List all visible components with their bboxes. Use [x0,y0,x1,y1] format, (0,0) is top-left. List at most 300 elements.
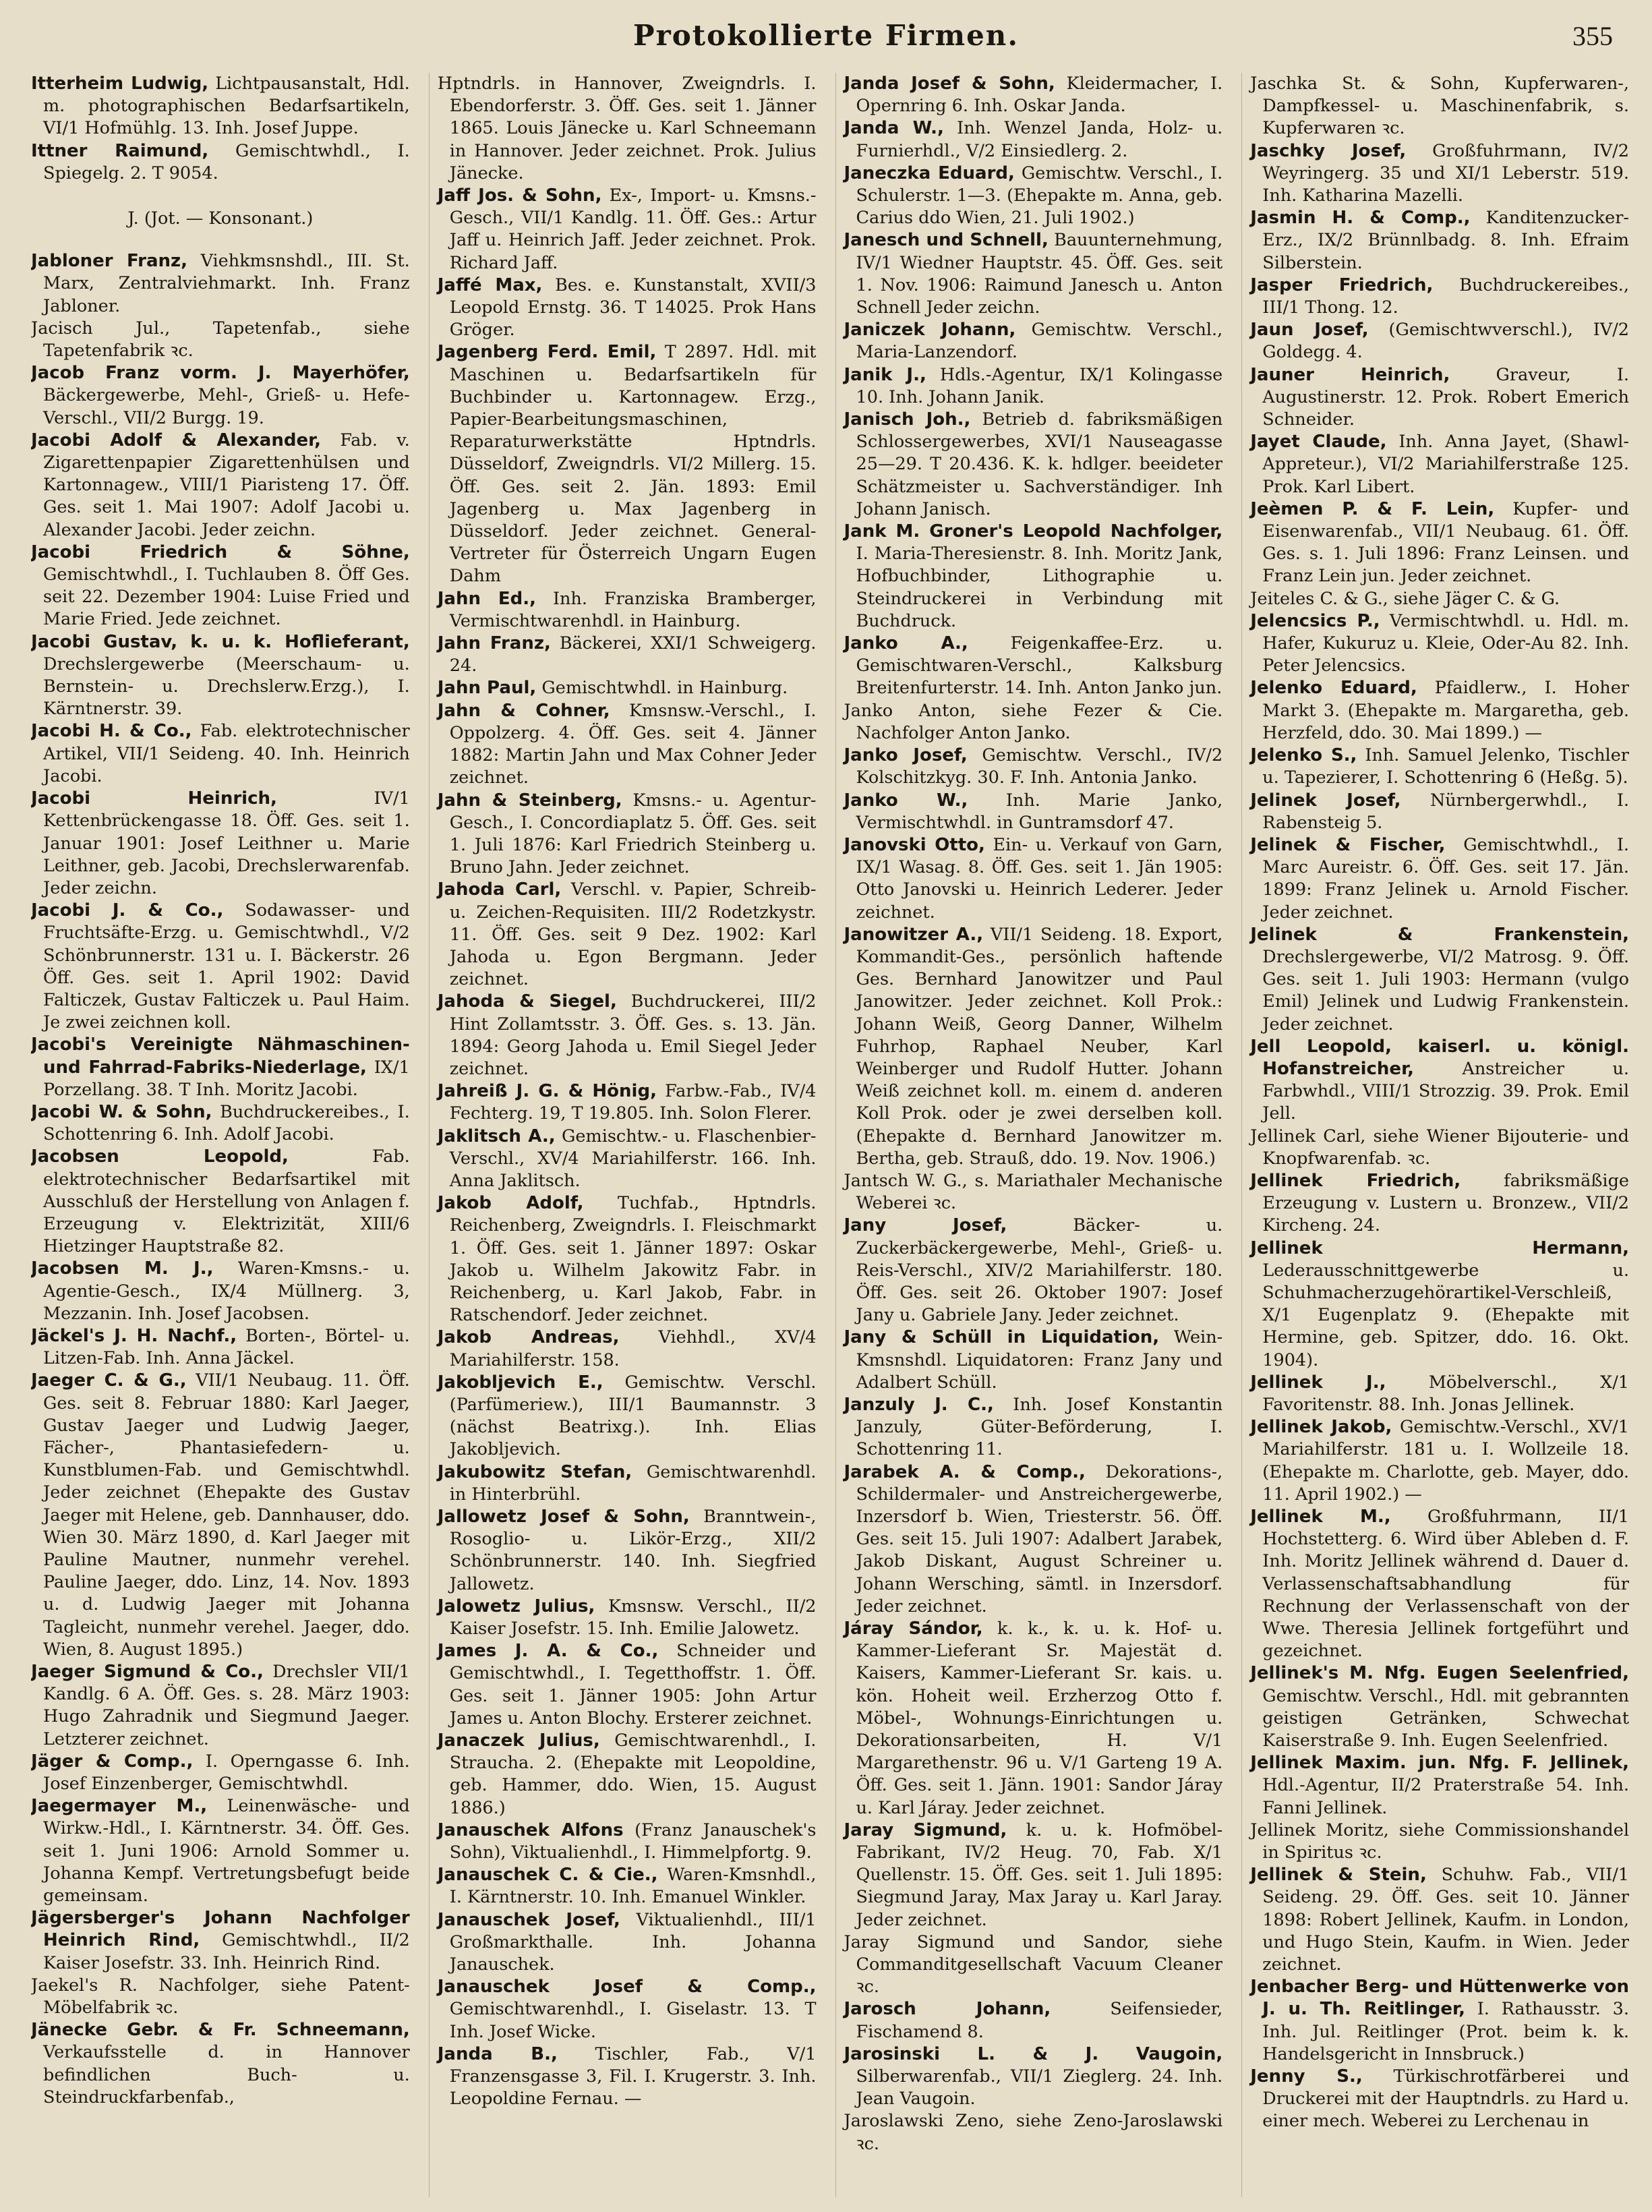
entry-text: Gemischtwhdl., I. Tuchlauben 8. Öff Ges. seit 22. Dezember 1904: Luise Fried und Marie Fried. Jede zeichnet. [43,564,410,630]
firm-name: Jenny S., [1250,2066,1363,2087]
firm-name: Janaczek Julius, [437,1730,600,1751]
directory-entry [31,1795,410,1907]
directory-entry [1250,1036,1629,1126]
directory-entry [438,1820,817,1864]
firm-name: Janeczka Eduard, [844,163,1015,183]
directory-entry [1250,588,1629,610]
entry-text: Kleidermacher, I. Opernring 6. Inh. Oskar Janda. [856,74,1223,117]
entry-text: Jaekel's R. Nachfolger, siehe Patent-Möbelfabrik ꝛc. [31,1975,410,2018]
entry-text: Ein- u. Verkauf von Garn, IX/1 Wasag. 8. Öff. Ges. seit 1. Jän 1905: Otto Janovski u. Heinrich Lederer. Jeder zeichnet. [856,834,1223,923]
entry-text: Hdls.-Agentur, IX/1 Kolingasse 10. Inh. Johann Janik. [856,364,1223,407]
firm-name: Jelenko Eduard, [1250,678,1417,699]
directory-entry [31,1751,410,1795]
page-title: Protokollierte Firmen. [633,19,1019,52]
directory-entry [438,274,817,342]
directory-entry [844,1820,1223,1931]
directory-entry [1250,610,1629,678]
entry-text: Kupfer- und Eisenwarenfab., VII/1 Neubaug. 61. Öff. Ges. s. 1. Juli 1896: Franz Leinsen. und Franz Lein jun. Jeder zeichnet. [1262,498,1629,587]
directory-entry [31,1975,410,2019]
firm-name: Jelenko S., [1250,745,1357,766]
firm-name: Jellinek Friedrich, [1250,1170,1461,1191]
entry-text: Branntwein-, Rosoglio- u. Likör-Erzg., XII/2 Schönbrunnerstr. 140. Inh. Siegfried Jallowetz. [449,1507,817,1594]
directory-entry [438,73,817,185]
entry-text: Viktualienhdl., III/1 Großmarkthalle. Inh. Johanna Janauschek. [449,1909,817,1975]
firm-name: Janauschek Josef & Comp., [437,1977,817,1998]
directory-entry [438,879,817,991]
directory-entry [844,1327,1223,1394]
firm-name: Jagenberg Ferd. Emil, [437,342,657,363]
directory-entry [438,2043,817,2111]
firm-name: Janowitzer A., [844,924,984,945]
directory-entry [844,1394,1223,1461]
firm-name: Jänecke Gebr. & Fr. Schneemann, [31,2020,410,2041]
column-3 [835,73,1223,2197]
directory-entry [844,745,1223,789]
firm-name: Jaeger Sigmund & Co., [31,1662,264,1683]
firm-name: Janko Josef, [844,745,968,766]
firm-name: Jelinek & Fischer, [1250,834,1446,855]
firm-name: Jägersberger's Johann Nachfolger Heinrich Rind, [31,1908,410,1951]
entry-text: Jaschka St. & Sohn, Kupferwaren-, Dampfkessel- u. Maschinenfabrik, s. Kupferwaren ꝛc. [1250,74,1629,139]
firm-name: Jellinek Hermann, [1250,1238,1629,1258]
directory-entry [1250,1864,1629,1976]
firm-name: Jahoda Carl, [437,879,562,900]
page-header [0,19,1652,66]
directory-entry [1250,745,1629,789]
firm-name: Janzuly J. C., [844,1394,994,1415]
directory-entry [844,1170,1223,1215]
entry-text: Drechsler VII/1 Kandlg. 6 A. Öff. Ges. s. 28. März 1903: Hugo Zahradnik und Siegmund Jaeger. Letzterer zeichnet. [43,1662,410,1749]
firm-name: Jäckel's J. H. Nachf., [31,1325,237,1346]
entry-text: Tischler, Fab., V/1 Franzensgasse 3, Fil. I. Krugerstr. 3. Inh. Leopoldine Fernau. — [449,2043,817,2109]
entry-text: Betrieb d. fabriksmäßigen Schlossergewerbes, XVI/1 Nauseagasse 25—29. T 20.436. K. k. hdlger. beeideter Schätzmeister u. Sachverständiger. Inh Johann Janisch. [856,409,1223,519]
directory-entry [844,790,1223,834]
column-4 [1241,73,1629,2197]
entry-text: I. Rathausstr. 3. Inh. Jul. Reitlinger (Prot. beim k. k. Handelsgericht in Innsbruck.) [1262,1999,1629,2064]
entry-text: Gemischtwarenhdl., I. Giselastr. 13. T Inh. Josef Wicke. [449,1999,817,2042]
directory-entry [1250,1976,1629,2066]
directory-entry [1250,1126,1629,1170]
directory-entry [1250,364,1629,432]
directory-entry [438,633,817,677]
entry-text: Dekorations-, Schildermaler- und Anstreichergewerbe, Inzersdorf b. Wien, Triesterstr. 56. Öff. Ges. seit 15. Juli 1907: Adalbert Jarabek, Jakob Diskant, August Schreiner u. Johann Wersching, sämtl. in Inzersdorf. Jeder zeichnet. [856,1461,1223,1617]
directory-entry [31,1907,410,1975]
directory-entry [844,924,1223,1170]
firm-name: Jellinek M., [1250,1507,1391,1527]
firm-name: Janauschek Alfons [437,1820,624,1840]
entry-text: Kmsnsw.-Verschl., I. Oppolzerg. 4. Öff. Ges. seit 4. Jänner 1882: Martin Jahn und Max Cohner Jeder zeichnet. [449,700,817,788]
entry-text: Kmsnsw. Verschl., II/2 Kaiser Josefstr. 15. Inh. Emilie Jalowetz. [449,1596,817,1639]
directory-entry [438,341,817,587]
entry-text: Gemischtwhdl., I. Marc Aureistr. 6. Öff. Ges. seit 17. Jän. 1899: Franz Jelinek u. Arnold Fischer. Jeder zeichnet. [1262,834,1629,923]
firm-name: Jallowetz Josef & Sohn, [437,1507,690,1527]
directory-entry [438,1506,817,1596]
directory-entry [438,1909,817,1977]
firm-name: Jacobsen Leopold, [31,1146,289,1167]
entry-text: Buchdruckereibes., III/1 Thong. 12. [1262,274,1629,318]
directory-entry [438,1461,817,1506]
firm-name: Jell Leopold, kaiserl. u. königl. Hofanstreicher, [1250,1036,1629,1079]
entry-text: Tuchfab., Hptndrls. Reichenberg, Zweigndrls. I. Fleischmarkt 1. Öff. Ges. seit 1. Jänner 1897: Oskar Jakob u. Wilhelm Jakowitz Fabr. in Reichenberg, u. Karl Jakob, Fabr. in Ratschendorf. Jeder zeichnet. [449,1193,817,1326]
firm-name: Janda B., [437,2043,558,2064]
entry-text: Inh. Josef Konstantin Janzuly, Güter-Beförderung, I. Schottenring 11. [856,1394,1223,1460]
firm-name: Jaun Josef, [1250,320,1369,341]
entry-text: Bäckergewerbe, Mehl-, Grieß- u. Hefe-Verschl., VII/2 Burgg. 19. [43,385,410,428]
entry-text: Seifensieder, Fischamend 8. [856,1999,1223,2042]
entry-text: J. (Jot. — Konsonant.) [127,208,314,229]
column-2 [429,73,817,2197]
directory-entry [844,1618,1223,1820]
firm-name: Jellinek J., [1250,1372,1386,1393]
entry-text: Gemischtwhdl., I. Spiegelg. 2. T 9054. [43,140,410,183]
directory-entry [1250,274,1629,319]
entry-text: Viehhdl., XV/4 Mariahilferstr. 158. [449,1327,817,1370]
entry-text: Kmsns.- u. Agentur-Gesch., I. Concordiaplatz 5. Öff. Ges. seit 1. Juli 1876: Karl Friedrich Steinberg u. Bruno Jahn. Jeder zeichnet. [449,790,817,878]
firm-name: Jaff Jos. & Sohn, [437,185,602,206]
firm-name: Jank M. Groner's Leopold Nachfolger, [844,521,1223,542]
firm-name: Jakob Andreas, [437,1327,620,1348]
firm-name: Jacob Franz vorm. J. Mayerhöfer, [31,363,410,384]
firm-name: Jarosinski L. & J. Vaugoin, [844,2043,1223,2064]
directory-entry [1250,140,1629,208]
entry-text: Janko Anton, siehe Fezer & Cie. Nachfolger Anton Janko. [844,700,1223,743]
entry-text: Sodawasser- und Fruchtsäfte-Erzg. u. Gemischtwhdl., V/2 Schönbrunnerstr. 131 u. I. Bäckerstr. 26 Öff. Ges. seit 1. April 1902: David Falticzek, Gustav Falticzek u. Paul Haim. Je zwei zeichnen koll. [43,900,410,1033]
section-heading [31,208,410,230]
entry-text: Lederausschnittgewerbe u. Schuhmacherzugehörartikel-Verschleiß, X/1 Eugenplatz 9. (Ehepakte mit Hermine, geb. Spitzer, ddo. 16. Okt. 1904). [1262,1260,1629,1370]
entry-text: Drechslergewerbe (Meerschaum- u. Bernstein- u. Drechslerw.Erzg.), I. Kärntnerstr. 39. [43,653,410,720]
entry-text: Gemischtwarenhdl., I. Straucha. 2. (Ehepakte mit Leopoldine, geb. Hammer, ddo. Wien, 15. August 1886.) [449,1730,817,1818]
entry-text: Jaroslawski Zeno, siehe Zeno-Jaroslawski ꝛc. [844,2111,1223,2154]
firm-name: Jelinek Josef, [1250,790,1401,811]
directory-entry [844,521,1223,633]
directory-entry [31,362,410,430]
entry-text: Borten-, Börtel- u. Litzen-Fab. Inh. Anna Jäckel. [43,1325,410,1369]
entry-text: Hdl.-Agentur, II/2 Praterstraße 54. Inh. Fanni Jellinek. [1262,1775,1629,1818]
entry-text: k. u. k. Hofmöbel-Fabrikant, IV/2 Heug. 70, Fab. X/1 Quellenstr. 15. Öff. Ges. seit 1. Juli 1895: Siegmund Jaray, Max Jaray u. Karl Jaray. Jeder zeichnet. [856,1820,1223,1930]
directory-entry [1250,73,1629,140]
directory-entry [438,700,817,790]
directory-entry [438,1327,817,1371]
directory-entry [438,1730,817,1820]
directory-entry [1250,1506,1629,1662]
directory-entry [844,117,1223,162]
firm-name: Jakubowitz Stefan, [437,1461,632,1482]
firm-name: Jellinek Jakob, [1250,1417,1392,1438]
directory-entry [844,409,1223,521]
firm-name: Jaray Sigmund, [844,1820,1007,1840]
directory-entry [844,163,1223,230]
entry-text: Jantsch W. G., s. Mariathaler Mechanische Weberei ꝛc. [844,1170,1223,1214]
directory-entry [31,900,410,1034]
entry-text: Gemischtw.-Verschl., XV/1 Mariahilferstr. 181 u. I. Wollzeile 18. (Ehepakte m. Charlotte, geb. Mayer, ddo. 11. April 1902.) — [1262,1417,1629,1505]
directory-entry [31,318,410,362]
entry-text: Inh. Marie Janko, Vermischtwhdl. in Guntramsdorf 47. [856,790,1223,833]
entry-text: Gemischtwhdl., II/2 Kaiser Josefstr. 33. Inh. Heinrich Rind. [43,1930,410,1973]
firm-name: Jaklitsch A., [437,1126,556,1146]
directory-entry [1250,207,1629,274]
entry-text: IV/1 Kettenbrückengasse 18. Öff. Ges. seit 1. Januar 1901: Josef Leithner u. Marie Leithner, geb. Jacobi, Drechslerwarenfab. Jeder zeichn. [43,788,410,898]
entry-text: Ex-, Import- u. Kmsns.-Gesch., VII/1 Kandlg. 11. Öff. Ges.: Artur Jaff u. Heinrich Jaff. Jeder zeichnet. Prok. Richard Jaff. [449,185,817,273]
entry-text: Lichtpausanstalt, Hdl. m. photographischen Bedarfsartikeln, VI/1 Hofmühlg. 13. Inh. Josef Juppe. [43,74,410,139]
directory-entry [31,631,410,721]
directory-entry [1250,790,1629,834]
directory-entry [438,1192,817,1327]
directory-entry [1250,677,1629,745]
firm-name: Itterheim Ludwig, [31,74,209,94]
entry-text: Vermischtwhdl. u. Hdl. m. Hafer, Kukuruz u. Kleie, Oder-Au 82. Inh. Peter Jelencsics. [1262,610,1629,676]
firm-name: Jany & Schüll in Liquidation, [844,1327,1160,1348]
entry-text: Bes. e. Kunstanstalt, XVII/3 Leopold Ernstg. 36. T 14025. Prok Hans Gröger. [449,274,817,341]
firm-name: Jacobi Adolf & Alexander, [31,430,321,450]
entry-text: Viehkmsnshdl., III. St. Marx, Zentralviehmarkt. Inh. Franz Jabloner. [43,251,410,316]
firm-name: Jäger & Comp., [31,1751,194,1772]
firm-name: Jelencsics P., [1250,610,1380,631]
directory-entry [31,720,410,788]
entry-text: Hptndrls. in Hannover, Zweigndrls. I. Ebendorferstr. 3. Öff. Ges. seit 1. Jänner 1865. Louis Jänecke u. Karl Schneemann in Hannover. Jeder zeichnet. Prok. Julius Jänecke. [437,74,817,183]
entry-text: Jaray Sigmund und Sandor, siehe Commanditgesellschaft Vacuum Cleaner ꝛc. [844,1931,1223,1998]
directory-entry [438,1976,817,2043]
firm-name: Jahreiß J. G. & Hönig, [437,1081,657,1102]
directory-entry [844,633,1223,700]
entry-text: Verkaufsstelle d. in Hannover befindlichen Buch- u. Steindruckfarbenfab., [43,2042,410,2107]
firm-name: Jacobi's Vereinigte Nähmaschinen- und Fahrrad-Fabriks-Niederlage, [31,1035,410,1078]
directory-entry [31,1325,410,1370]
firm-name: Jarabek A. & Comp., [844,1461,1086,1482]
directory-entry [844,319,1223,363]
column-1 [31,73,410,2197]
firm-name: Jellinek Maxim. jun. Nfg. F. Jellinek, [1250,1753,1629,1774]
firm-name: Jany Josef, [844,1215,1007,1236]
entry-text: Waren-Kmsns.- u. Agentie-Gesch., IX/4 Müllnerg. 3, Mezzanin. Inh. Josef Jacobsen. [43,1258,410,1324]
directory-entry [1250,498,1629,588]
firm-name: Jacobi H. & Co., [31,721,192,742]
entry-text: Bäcker- u. Zuckerbäckergewerbe, Mehl-, Grieß- u. Reis-Verschl., XIV/2 Mariahilferstr. 180. Öff. Ges. seit 26. Oktober 1907: Josef Jany u. Gabriele Jany. Jeder zeichnet. [856,1215,1223,1326]
entry-text: Anstreicher u. Farbwhdl., VIII/1 Strozzig. 39. Prok. Emil Jell. [1262,1058,1629,1124]
entry-text: Kanditenzucker-Erz., IX/2 Brünnlbadg. 8. Inh. Efraim Silberstein. [1262,208,1629,273]
directory-entry [1250,834,1629,924]
directory-entry [31,1101,410,1146]
firm-name: Jellinek's M. Nfg. Eugen Seelenfried, [1250,1663,1629,1684]
firm-name: Járay Sándor, [844,1619,983,1639]
text-columns [31,73,1629,2197]
firm-name: Jasper Friedrich, [1250,274,1434,295]
directory-entry [1250,1820,1629,1864]
entry-text: Fab. elektrotechnischer Artikel, VII/1 Seideng. 40. Inh. Heinrich Jacobi. [43,721,410,786]
directory-entry [31,2019,410,2109]
entry-text: Feigenkaffee-Erz. u. Gemischtwaren-Verschl., Kalksburg Breitenfurterstr. 14. Inh. Anton Janko jun. [856,633,1223,699]
directory-entry [1250,924,1629,1036]
firm-name: Jacobsen M. J., [31,1258,214,1279]
entry-text: Inh. Anna Jayet, (Shawl-Appreteur.), VI/2 Mariahilferstraße 125. Prok. Karl Libert. [1262,432,1629,497]
firm-name: Jabloner Franz, [31,251,188,272]
directory-entry [438,1126,817,1193]
entry-text: Silberwarenfab., VII/1 Zieglerg. 24. Inh. Jean Vaugoin. [856,2066,1223,2109]
directory-entry [438,677,817,699]
firm-name: Janauschek C. & Cie., [437,1865,658,1886]
directory-entry [31,73,410,140]
entry-text: Gemischtwarenhdl. in Hinterbrühl. [449,1461,817,1505]
firm-name: Jellinek & Stein, [1250,1865,1427,1886]
firm-name: Jakob Adolf, [437,1193,584,1214]
entry-text: Jacisch Jul., Tapetenfab., siehe Tapetenfabrik ꝛc. [31,318,410,361]
directory-entry [31,1370,410,1661]
firm-name: Jacobi Friedrich & Söhne, [31,542,410,562]
entry-text: I. Operngasse 6. Inh. Josef Einzenberger, Gemischtwhdl. [43,1751,410,1795]
entry-text: (Franz Janauschek's Sohn), Viktualienhdl., I. Himmelpfortg. 9. [449,1820,817,1863]
entry-text: Pfaidlerw., I. Hoher Markt 3. (Ehepakte m. Margaretha, geb. Herzfeld, ddo. 30. Mai 1899.) — [1262,678,1629,743]
firm-name: Janovski Otto, [844,834,985,855]
directory-entry [844,1931,1223,1999]
entry-text: Buchdruckereibes., I. Schottenring 6. Inh. Adolf Jacobi. [43,1101,410,1145]
entry-text: Möbelverschl., X/1 Favoritenstr. 88. Inh. Jonas Jellinek. [1262,1372,1629,1415]
firm-name: Jaegermayer M., [31,1796,208,1817]
entry-text: Buchdruckerei, III/2 Hint Zollamtsstr. 3. Öff. Ges. s. 13. Jän. 1894: Georg Jahoda u. Emil Siegel Jeder zeichnet. [449,991,817,1079]
entry-text: Wein-Kmsnshdl. Liquidatoren: Franz Jany und Adalbert Schüll. [856,1327,1223,1393]
entry-text: Gemischtwhdl. in Hainburg. [541,678,788,699]
directory-entry [31,1034,410,1101]
entry-text: Großfuhrmann, IV/2 Weyringerg. 35 und XI/1 Leberstr. 519. Inh. Katharina Mazelli. [1262,140,1629,206]
firm-name: Jahn & Cohner, [437,700,610,721]
directory-entry [1250,1238,1629,1372]
directory-entry [1250,1170,1629,1238]
directory-entry [844,2110,1223,2155]
entry-text: k. k., k. u. k. Hof- u. Kammer-Lieferant Sr. Majestät d. Kaisers, Kammer-Lieferant Sr. kais. u. kön. Hoheit weil. Erzherzog Otto f. Möbel-, Wohnungs-Einrichtungen u. Dekorationsarbeiten, H. V/1 Margarethenstr. 96 u. V/1 Garteng 19 A. Öff. Ges. seit 1. Jänn. 1901: Sandor Járay u. Karl Járay. Jeder zeichnet. [856,1619,1223,1818]
entry-text: Fab. elektrotechnischer Bedarfsartikel mit Ausschluß der Herstellung von Anlagen f. Erzeugung v. Elektrizität, XIII/6 Hietzinger Hauptstraße 82. [43,1146,410,1257]
firm-name: Janik J., [844,364,926,385]
entry-text: Waren-Kmsnhdl., I. Kärntnerstr. 10. Inh. Emanuel Winkler. [449,1865,817,1908]
firm-name: Janauschek Josef, [437,1909,620,1930]
entry-text: fabriksmäßige Erzeugung v. Lustern u. Bronzew., VII/2 Kircheng. 24. [1262,1170,1629,1236]
entry-text: Verschl. v. Papier, Schreib- u. Zeichen-Requisiten. III/2 Rodetzkystr. 11. Öff. Ges. seit 9 Dez. 1902: Karl Jahoda u. Egon Bergmann. Jeder zeichnet. [449,879,817,990]
directory-entry [844,229,1223,319]
entry-text: Jellinek Moritz, siehe Commissionshandel in Spiritus ꝛc. [1250,1820,1629,1863]
directory-entry [438,1640,817,1730]
entry-text: Gemischtw. Verschl., Hdl. mit gebrannten geistigen Getränken, Schwechat Kaiserstraße 9. Inh. Eugen Seelenfried. [1262,1685,1629,1751]
firm-name: Janko A., [844,633,968,654]
directory-entry [438,1864,817,1909]
entry-text: Farbw.-Fab., IV/4 Fechterg. 19, T 19.805. Inh. Solon Flerer. [449,1081,817,1124]
firm-name: Jarosch Johann, [844,1999,1051,2020]
directory-entry [438,991,817,1080]
directory-entry [844,2043,1223,2111]
firm-name: Jahoda & Siegel, [437,991,617,1012]
firm-name: Jaffé Max, [437,274,543,295]
directory-entry [31,1146,410,1258]
firm-name: Jahn Paul, [437,678,537,699]
firm-name: Jakobljevich E., [437,1372,603,1393]
entry-text: Leinenwäsche- und Wirkw.-Hdl., I. Kärntnerstr. 34. Öff. Ges. seit 1. Juni 1906: Arnold Sommer u. Johanna Kempf. Vertretungsbefugt beide gemeinsam. [43,1796,410,1907]
entry-text: Bauunternehmung, IV/1 Wiedner Hauptstr. 45. Öff. Ges. seit 1. Nov. 1906: Raimund Janesch u. Anton Schnell Jeder zeichn. [856,230,1223,318]
directory-entry [844,1215,1223,1327]
firm-name: Jaschky Josef, [1250,140,1407,161]
directory-entry [844,700,1223,745]
firm-name: Janko W., [844,790,968,811]
entry-text: Schneider und Gemischtwhdl., I. Tegetthoffstr. 1. Öff. Ges. seit 1. Jänner 1905: John Artur James u. Anton Blochy. Ersterer zeichnet. [449,1641,817,1728]
firm-name: Jacobi Heinrich, [31,788,277,809]
directory-entry [438,1596,817,1640]
entry-text: Nürnbergerwhdl., I. Rabensteig 5. [1262,790,1629,833]
firm-name: Janda W., [844,118,944,139]
firm-name: Janda Josef & Sohn, [844,74,1055,94]
firm-name: Jayet Claude, [1250,432,1387,453]
directory-entry [1250,2066,1629,2133]
directory-entry [1250,1752,1629,1820]
firm-name: Jauner Heinrich, [1250,364,1450,385]
firm-name: Jahn & Steinberg, [437,790,622,811]
directory-entry [1250,319,1629,363]
entry-text: Gemischtw.- u. Flaschenbier-Verschl., XV/4 Mariahilferstr. 166. Inh. Anna Jaklitsch. [449,1126,817,1191]
entry-text: Inh. Franziska Bramberger, Vermischtwarenhdl. in Hainburg. [449,588,817,631]
directory-entry [844,1461,1223,1618]
directory-entry [1250,1372,1629,1416]
directory-entry [1250,431,1629,498]
firm-name: Jeèmen P. & F. Lein, [1250,498,1495,519]
firm-name: James J. A. & Co., [437,1641,659,1662]
entry-text: Gemischtw. Verschl. (Parfümeriew.), III/1 Baumannstr. 3 (nächst Beatrixg.). Inh. Elias Jakobljevich. [449,1372,817,1460]
entry-text: Fab. v. Zigarettenpapier Zigarettenhülsen und Kartonnagew., VIII/1 Piaristeng 17. Öff. Ges. seit 1. Mai 1907: Adolf Jacobi u. Alexander Jacobi. Jeder zeichn. [43,430,410,540]
firm-name: Jelinek & Frankenstein, [1250,924,1629,945]
directory-entry [844,364,1223,409]
entry-text: Großfuhrmann, II/1 Hochstetterg. 6. Wird über Ableben d. F. Inh. Moritz Jellinek während d. Dauer d. Verlassenschaftsabhandlung für Rechnung der Verlassenschaft von der Wwe. Theresia Jellinek fortgeführt und gezeichnet. [1262,1507,1629,1662]
entry-text: Jeiteles C. & G., siehe Jäger C. & G. [1250,588,1560,609]
entry-text: Türkischrotfärberei und Druckerei mit der Hauptndrls. zu Hard u. einer mech. Weberei zu Lerchenau in [1262,2066,1629,2132]
entry-text: Gemischtw. Verschl., Maria-Lanzendorf. [856,320,1223,363]
firm-name: Ittner Raimund, [31,140,209,161]
entry-text: Inh. Samuel Jelenko, Tischler u. Tapezierer, I. Schottenring 6 (Heßg. 5). [1262,745,1629,788]
firm-name: Jaeger C. & G., [31,1370,187,1391]
directory-entry [31,430,410,542]
firm-name: Jacobi J. & Co., [31,900,224,921]
directory-entry [1250,1662,1629,1752]
entry-text: Jellinek Carl, siehe Wiener Bijouterie- und Knopfwarenfab. ꝛc. [1250,1126,1629,1169]
entry-text: Drechslergewerbe, VI/2 Matrosg. 9. Öff. Ges. seit 1. Juli 1903: Hermann (vulgo Emil) Jelinek und Ludwig Frankenstein. Jeder zeichnet. [1262,946,1629,1035]
directory-entry [438,1080,817,1125]
firm-name: Jahn Ed., [437,588,536,609]
entry-text: Graveur, I. Augustinerstr. 12. Prok. Robert Emerich Schneider. [1262,364,1629,430]
entry-text: VII/1 Neubaug. 11. Öff. Ges. seit 8. Februar 1880: Karl Jaeger, Gustav Jaeger und Ludwig Jaeger, Fächer-, Phantasiefedern- u. Kunstblumen-Fab. und Gemischtwhdl. Jeder zeichnet (Ehepakte des Gustav Jaeger mit Helene, geb. Dannhauser, ddo. Wien 30. März 1890, d. Karl Jaeger mit Pauline Mautner, nunmehr verehel. Pauline Jaeger, ddo. Linz, 14. Nov. 1893 u. d. Ludwig Jaeger mit Johanna Tagleicht, nunmehr verehel. Jaeger, ddo. Wien, 8. August 1895.) [43,1370,410,1660]
entry-text: VII/1 Seideng. 18. Export, Kommandit-Ges., persönlich haftende Ges. Bernhard Janowitzer und Paul Janowitzer. Jeder zeichnet. Koll Prok.: Johann Weiß, Georg Danner, Wilhelm Fuhrhop, Raphael Neuber, Karl Weinberger und Rudolf Hutter. Johann Weiß zeichnet koll. m. einem d. anderen Koll Prok. oder je zwei derselben koll. (Ehepakte d. Bernhard Janowitzer m. Bertha, geb. Strauß, ddo. 19. Nov. 1906.) [856,924,1223,1169]
firm-name: Jacobi Gustav, k. u. k. Hoflieferant, [31,631,410,652]
directory-entry [438,185,817,274]
entry-text: I. Maria-Theresienstr. 8. Inh. Moritz Jank, Hofbuchbinder, Lithographie u. Steindruckerei in Verbindung mit Buchdruck. [856,544,1223,631]
firm-name: Janisch Joh., [844,409,971,430]
entry-text: IX/1 Porzellang. 38. T Inh. Moritz Jacobi. [43,1057,410,1100]
directory-entry [438,790,817,879]
firm-name: Jacobi W. & Sohn, [31,1101,212,1122]
directory-entry [438,1372,817,1461]
directory-entry [438,588,817,633]
firm-name: Jenbacher Berg- und Hüttenwerke von J. u. Th. Reitlinger, [1250,1977,1629,2020]
directory-entry [31,542,410,631]
page-number: 355 [1572,21,1613,51]
firm-name: Janiczek Johann, [844,320,1016,341]
firm-name: Jalowetz Julius, [437,1596,595,1617]
directory-entry [844,1998,1223,2043]
directory-entry [31,140,410,185]
directory-entry [31,1258,410,1325]
entry-text: (Gemischtwverschl.), IV/2 Goldegg. 4. [1262,320,1629,363]
entry-text: Gemischtw. Verschl., IV/2 Kolschitzkyg. 30. F. Inh. Antonia Janko. [856,745,1223,788]
directory-entry [844,73,1223,117]
entry-text: Inh. Wenzel Janda, Holz- u. Furnierhdl., V/2 Einsiedlerg. 2. [856,118,1223,161]
directory-entry [31,250,410,318]
directory-entry [31,1661,410,1751]
firm-name: Jasmin H. & Comp., [1250,208,1471,229]
entry-text: Gemischtw. Verschl., I. Schulerstr. 1—3. (Ehepakte m. Anna, geb. Carius ddo Wien, 21. Juli 1902.) [856,163,1223,229]
entry-text: Bäckerei, XXI/1 Schweigerg. 24. [449,633,817,676]
entry-text: Schuhw. Fab., VII/1 Seideng. 29. Öff. Ges. seit 10. Jänner 1898: Robert Jellinek, Kaufm. in London, und Hugo Stein, Kaufm. in Wien. Jeder zeichnet. [1262,1865,1629,1975]
firm-name: Jahn Franz, [437,633,551,654]
